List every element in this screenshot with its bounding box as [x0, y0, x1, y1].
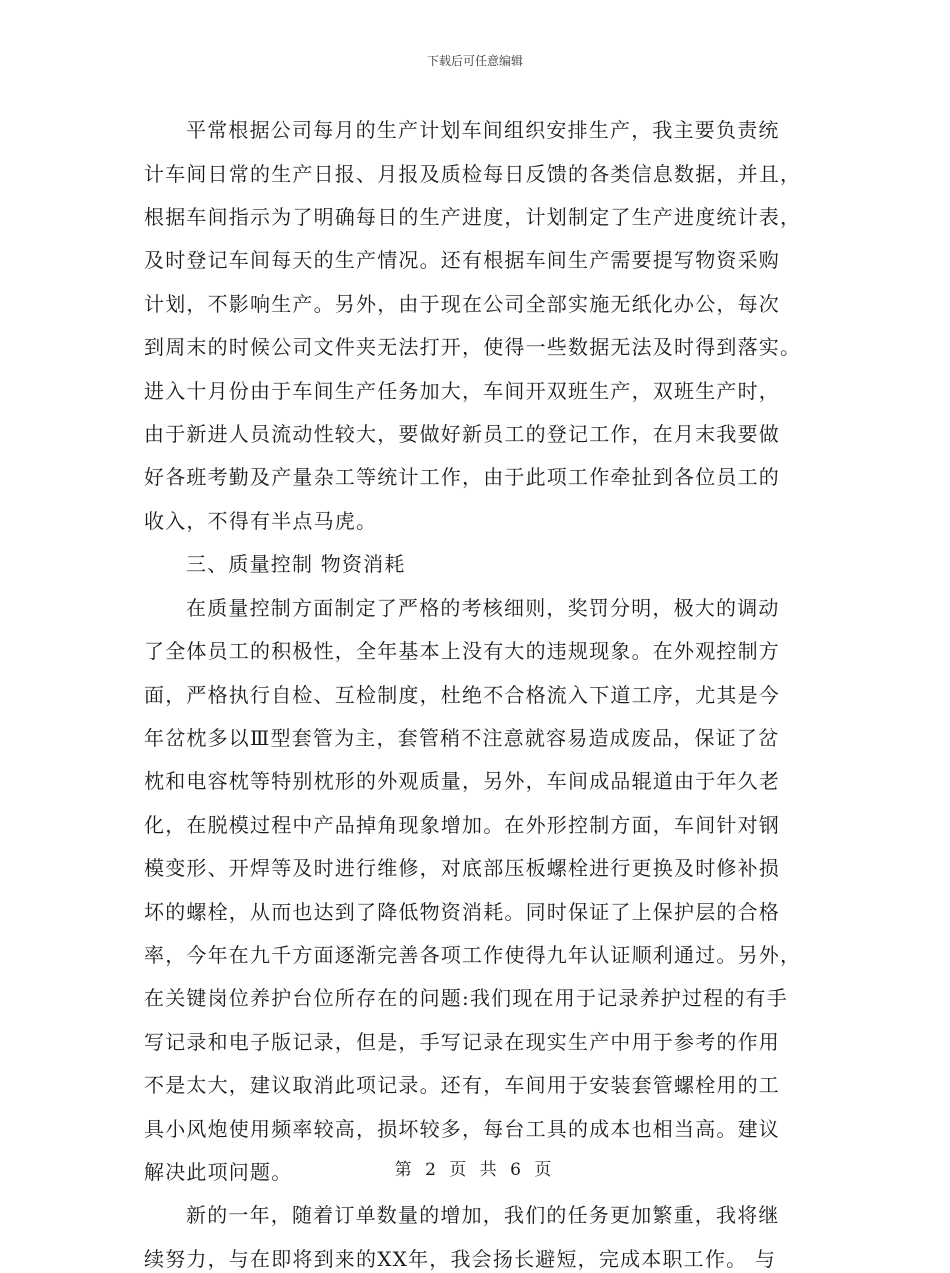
- text-line: 率，今年在九千方面逐渐完善各项工作使得九年认证顺利通过。另外，: [144, 943, 802, 967]
- text-line: 在关键岗位养护台位所存在的问题:我们现在用于记录养护过程的有手: [144, 986, 788, 1010]
- text-line: 计划，不影响生产。另外，由于现在公司全部实施无纸化办公，每次: [144, 292, 780, 316]
- text-line: 在质量控制方面制定了严格的考核细则，奖罚分明，极大的调动: [186, 596, 780, 620]
- text-line: 及时登记车间每天的生产情况。还有根据车间生产需要提写物资采购: [144, 248, 780, 272]
- text-line: 根据车间指示为了明确每日的生产进度，计划制定了生产进度统计表，: [144, 205, 802, 229]
- text-line: 坏的螺栓，从而也达到了降低物资消耗。同时保证了上保护层的合格: [144, 900, 780, 924]
- text-line: 具小风炮使用频率较高，损坏较多，每台工具的成本也相当高。建议: [144, 1117, 780, 1141]
- text-line: 收入，不得有半点马虎。: [144, 509, 378, 533]
- text-line: 解决此项问题。: [144, 1160, 293, 1184]
- text-line: 进入十月份由于车间生产任务加大，车间开双班生产，双班生产时，: [144, 379, 780, 403]
- section-heading: 三、质量控制 物资消耗: [186, 552, 406, 576]
- text-line: 模变形、开焊等及时进行维修，对底部压板螺栓进行更换及时修补损: [144, 856, 780, 880]
- text-line: 面，严格执行自检、互检制度，杜绝不合格流入下道工序，尤其是今: [144, 683, 780, 707]
- text-line: 年岔枕多以Ⅲ型套管为主，套管稍不注意就容易造成废品，保证了岔: [144, 726, 780, 750]
- text-line: 新的一年，随着订单数量的增加，我们的任务更加繁重，我将继: [186, 1203, 780, 1227]
- text-line: 化，在脱模过程中产品掉角现象增加。在外形控制方面，车间针对钢: [144, 813, 780, 837]
- page-number: 第 2 页 共 6 页: [394, 1160, 556, 1180]
- text-line: 写记录和电子版记录，但是，手写记录在现实生产中用于参考的作用: [144, 1030, 780, 1054]
- text-line: 枕和电容枕等特别枕形的外观质量，另外，车间成品辊道由于年久老: [144, 769, 780, 793]
- text-line: 平常根据公司每月的生产计划车间组织安排生产，我主要负责统: [186, 118, 780, 142]
- text-line: 计车间日常的生产日报、月报及质检每日反馈的各类信息数据，并且，: [144, 162, 802, 186]
- text-line: 好各班考勤及产量杂工等统计工作，由于此项工作牵扯到各位员工的: [144, 465, 780, 489]
- text-line: 由于新进人员流动性较大，要做好新员工的登记工作，在月末我要做: [144, 422, 780, 446]
- text-line: 不是太大，建议取消此项记录。还有，车间用于安装套管螺栓用的工: [144, 1073, 780, 1097]
- text-line: 续努力，与在即将到来的XX年，我会扬长避短，完成本职工作。 与: [144, 1247, 777, 1271]
- text-line: 了全体员工的积极性，全年基本上没有大的违规现象。在外观控制方: [144, 639, 780, 663]
- page-header: 下载后可任意编辑: [426, 54, 523, 68]
- text-line: 到周末的时候公司文件夹无法打开，使得一些数据无法及时得到落实。: [144, 335, 802, 359]
